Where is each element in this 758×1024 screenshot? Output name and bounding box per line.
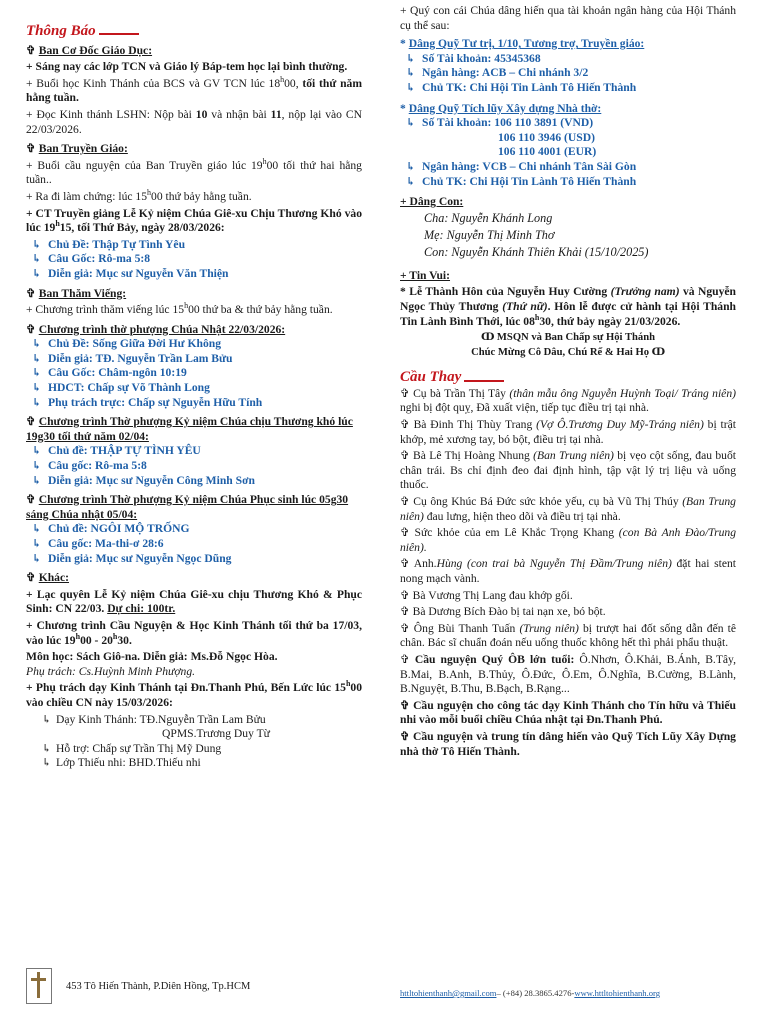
arrow-icon: ↳ — [32, 238, 42, 251]
cross-icon: ✞ — [26, 322, 36, 336]
worship-item: ↳ Diễn giả: TĐ. Nguyễn Trần Lam Bửu — [32, 351, 233, 365]
cross-icon: ✞ — [400, 621, 414, 635]
prayer-item: ✞ Bà Lê Thị Hoàng Nhung (Ban Trung niên) bị vẹo cột sống, đau buốt chân trái. Bs chỉ định đeo đai định hình, tập vật lý trị liệu và uống thuốc. — [400, 449, 736, 492]
arrow-icon: ↳ — [406, 160, 416, 173]
church-logo — [26, 968, 52, 1004]
arrow-icon: ↳ — [406, 52, 416, 65]
arrow-icon: ↳ — [32, 538, 42, 550]
email-link[interactable]: httltohienthanh@gmail.com — [400, 988, 497, 998]
dedication-child: Con: Nguyễn Khánh Thiên Khải (15/10/2025) — [424, 244, 649, 259]
fund-b-item: ↳ Ngân hàng: VCB – Chi nhánh Tân Sài Gòn — [406, 159, 637, 173]
prayer-item: ✞ Anh.Hùng (con trai bà Nguyễn Thị Đầm/Trung niên) đặt hai stent nong mạch vành. — [400, 557, 736, 585]
arrow-icon: ↳ — [32, 267, 42, 280]
other-line-5: + Phụ trách dạy Kinh Thánh tại Đn.Thanh Phú, Bến Lức lúc 15$^h$00 vào chiều CN này 15/03/2026: — [26, 679, 362, 709]
evangelism-line-2: + Ra đi làm chứng: lúc 15$^h$00 thứ bảy hằng tuần. — [26, 188, 252, 203]
arrow-icon: ↳ — [32, 253, 42, 266]
worship-item: ↳ Câu Gốc: Châm-ngôn 10:19 — [32, 366, 187, 380]
passion-item: ↳ Câu gốc: Rô-ma 5:8 — [32, 459, 147, 473]
fund-b-item: ↳ Số Tài khoản: 106 110 3891 (VND) — [406, 116, 594, 130]
cross-icon: ✞ — [400, 526, 415, 540]
dedication-title: + Dâng Con: — [400, 195, 464, 209]
good-news-title: + Tin Vui: — [400, 268, 451, 282]
banner-bar — [464, 380, 504, 382]
fund-a-item: ↳ Ngân hàng: ACB – Chi nhánh 3/2 — [406, 66, 589, 80]
banner-bar — [99, 33, 139, 35]
arrow-icon: ↳ — [32, 552, 42, 565]
arrow-icon: ↳ — [32, 352, 42, 365]
section-visitation-title: ✞ Ban Thăm Viếng: — [26, 286, 127, 300]
arrow-icon: ↳ — [32, 367, 42, 380]
evangelism-item: ↳ Diễn giả: Mục sư Nguyễn Văn Thiện — [32, 266, 229, 280]
easter-item: ↳ Câu gốc: Ma-thi-ơ 28:6 — [32, 537, 164, 550]
other-item: ↳ Hỗ trợ: Chấp sự Trần Thị Mỹ Dung — [42, 741, 222, 755]
cross-icon: ✞ — [26, 571, 36, 585]
education-line-2: + Buổi học Kinh Thánh của BCS và GV TCN lúc 18$^h$00, tối thứ năm hằng tuần. — [26, 74, 362, 105]
prayer-item: ✞ Cầu nguyện và trung tín dâng hiến vào Quỹ Tích Lũy Xây Dựng nhà thờ Tô Hiến Thành. — [400, 729, 736, 758]
donation-intro: + Quý con cái Chúa dâng hiến qua tài khoản ngân hàng của Hội Thánh cụ thể sau: — [400, 4, 736, 32]
fund-b-eur: 106 110 4001 (EUR) — [498, 145, 597, 159]
arrow-icon: ↳ — [406, 175, 416, 188]
fund-a-item: ↳ Chủ TK: Chi Hội Tin Lành Tô Hiến Thành — [406, 80, 637, 94]
cross-icon: ✞ — [26, 43, 36, 57]
right-column — [400, 2, 736, 761]
dedication-father: Cha: Nguyễn Khánh Long — [424, 210, 553, 225]
footer-contact — [400, 988, 660, 998]
arrow-icon: ↳ — [42, 713, 52, 726]
cross-icon: ✞ — [400, 698, 414, 712]
evangelism-line-3: + CT Truyền giảng Lễ Kỷ niệm Chúa Giê-xu Chịu Thương Khó vào lúc 19$^h$15, tối Thứ Bảy, ngày 28/03/2026: — [26, 206, 362, 235]
worship-item: ↳ HDCT: Chấp sự Võ Thành Long — [32, 381, 210, 395]
cross-icon: ✞ — [400, 449, 414, 463]
congrats-line-1: ↀ MSQN và Ban Chấp sự Hội Thánh — [480, 332, 655, 344]
arrow-icon: ↳ — [42, 757, 52, 770]
prayer-item: ✞ Bà Vương Thị Lang đau khớp gối. — [400, 588, 573, 602]
notice-banner: Thông Báo — [26, 24, 362, 39]
cross-icon: ✞ — [400, 605, 413, 619]
fund-a-title: * Dâng Quỹ Tư trị, 1/10, Tương trợ, Truyền giáo: — [400, 37, 645, 51]
arrow-icon: ↳ — [32, 338, 42, 351]
fund-b-title: * Dâng Quỹ Tích lũy Xây dựng Nhà thờ: — [400, 101, 602, 115]
prayer-item: ✞ Cụ bà Trần Thị Tây (thân mẫu ông Nguyễn Huỳnh Toại/ Tráng niên) nghi bị đột quỵ, Đã xuất viện, tiếp tục điều trị tại nhà. — [400, 386, 736, 415]
footer-address: 453 Tô Hiến Thành, P.Diên Hồng, Tp.HCM — [26, 968, 250, 1004]
other-line-4: Phụ trách: Cs.Huỳnh Minh Phượng. — [26, 664, 196, 678]
cross-icon: ✞ — [400, 386, 414, 400]
arrow-icon: ↳ — [406, 81, 416, 94]
section-worship-title: ✞ Chương trình thờ phượng Chúa Nhật 22/03/2026: — [26, 322, 286, 336]
arrow-icon: ↳ — [32, 523, 42, 536]
passion-item: ↳ Diễn giả: Mục sư Nguyễn Công Minh Sơn — [32, 473, 255, 487]
left-column — [26, 24, 362, 771]
cross-icon: ✞ — [400, 495, 414, 509]
cross-icon: ✞ — [400, 557, 414, 571]
prayer-item: ✞ Bà Đinh Thị Thùy Trang (Vợ Ô.Trương Duy Mỹ-Tráng niên) bị trật khớp, mẻ xương tay, bó bột, điều trị tại nhà. — [400, 418, 736, 446]
section-easter-title: ✞ Chương trình Thờ phượng Kỷ niệm Chúa Phục sinh lúc 05g30 sáng Chúa nhật 05/04: — [26, 493, 349, 521]
prayer-item: ✞ Cụ ông Khúc Bá Đức sức khỏe yếu, cụ bà Vũ Thị Thúy (Ban Trung niên) đau lưng, hiện theo dõi và điều trị tại nhà. — [400, 495, 736, 523]
other-line-3: Môn học: Sách Giô-na. Diễn giả: Ms.Đỗ Ngọc Hòa. — [26, 650, 278, 664]
prayer-banner: Cầu Thay — [400, 370, 736, 385]
evangelism-line-1: + Buổi cầu nguyện của Ban Truyền giáo lúc 19$^h$00 tối thứ hai hằng tuần.. — [26, 156, 362, 187]
section-other-title: ✞ Khác: — [26, 571, 69, 585]
section-passion-title: ✞ Chương trình Thờ phượng Kỷ niệm Chúa chịu Thương khó lúc 19g30 tối thứ năm 02/04: — [26, 415, 353, 443]
arrow-icon: ↳ — [406, 117, 416, 130]
dedication-mother: Mẹ: Nguyễn Thị Minh Thơ — [424, 227, 555, 242]
other-item-cont: QPMS.Trương Duy Từ — [162, 727, 270, 741]
arrow-icon: ↳ — [406, 67, 416, 80]
evangelism-item: ↳ Chủ Đề: Thập Tự Tình Yêu — [32, 237, 186, 251]
other-line-2: + Chương trình Cầu Nguyện & Học Kinh Thánh tối thứ ba 17/03, vào lúc 19$^h$00 - 20$^h$30. — [26, 618, 362, 647]
worship-item: ↳ Phụ trách trực: Chấp sự Nguyễn Hữu Tính — [32, 395, 263, 409]
arrow-icon: ↳ — [32, 460, 42, 473]
fund-a-item: ↳ Số Tài khoản: 45345368 — [406, 51, 541, 65]
other-item: ↳ Lớp Thiếu nhi: BHD.Thiếu nhi — [42, 756, 201, 770]
cross-icon: ✞ — [400, 729, 413, 743]
arrow-icon: ↳ — [32, 474, 42, 487]
congrats-line-2: Chúc Mừng Cô Dâu, Chú Rể & Hai Họ ↀ — [471, 346, 665, 358]
fund-b-item: ↳ Chủ TK: Chi Hội Tin Lành Tô Hiến Thành — [406, 174, 637, 188]
arrow-icon: ↳ — [42, 742, 52, 755]
evangelism-item: ↳ Câu Gốc: Rô-ma 5:8 — [32, 252, 151, 266]
section-education-title: ✞ Ban Cơ Đốc Giáo Dục: — [26, 43, 153, 57]
cross-icon: ✞ — [26, 415, 36, 429]
other-line-1: + Lạc quyên Lễ Kỷ niệm Chúa Giê-xu chịu Thương Khó & Phục Sinh: CN 22/03. Dự chi: 100tr. — [26, 587, 362, 616]
arrow-icon: ↳ — [32, 396, 42, 409]
other-item: ↳ Dạy Kinh Thánh: TĐ.Nguyễn Trần Lam Bửu — [42, 712, 266, 726]
cross-icon: ✞ — [400, 652, 415, 666]
prayer-item: ✞ Bà Dương Bích Đào bị tai nạn xe, bó bột. — [400, 605, 606, 619]
easter-item: ↳ Chủ đề: NGÔI MỘ TRỐNG — [32, 522, 190, 536]
phone-text: – (+84) 28.3865.4276- — [496, 988, 575, 998]
easter-item: ↳ Diễn giả: Mục sư Nguyễn Ngọc Dũng — [32, 551, 232, 565]
cross-icon: ✞ — [400, 418, 414, 432]
prayer-item: ✞ Sức khỏe của em Lê Khắc Trọng Khang (con Bà Anh Đào/Trung niên). — [400, 526, 736, 554]
education-line-3: + Đọc Kinh thánh LSHN: Nộp bài 10 và nhận bài 11, nộp lại vào CN 22/03/2026. — [26, 107, 362, 136]
passion-item: ↳ Chủ đề: THẬP TỰ TÌNH YÊU — [32, 444, 201, 458]
wedding-announcement: * Lễ Thành Hôn của Nguyễn Huy Cường (Trưởng nam) và Nguyễn Ngọc Thủy Thương (Thứ nữ). Hôn lễ được cử hành tại Hội Thánh Tin Lành Bình Thới, lúc 08$^h$30, thứ bảy ngày 21/03/2026. — [400, 285, 736, 328]
prayer-item: ✞ Ông Bùi Thanh Tuấn (Trung niên) bị trượt hai đốt sống dẫn đến tê chân. Bác sĩ chuẩn đoán nếu uống thuốc không hết thì phải phẩu thuật. — [400, 621, 736, 650]
section-evangelism-title: ✞ Ban Truyền Giáo: — [26, 142, 128, 156]
cross-icon: ✞ — [26, 142, 36, 156]
education-line-1: + Sáng nay các lớp TCN và Giáo lý Báp-tem học lại bình thường. — [26, 60, 348, 74]
visitation-line: + Chương trình thăm viếng lúc 15$^h$00 thứ ba & thứ bảy hằng tuần. — [26, 301, 333, 317]
worship-item: ↳ Chủ Đề: Sống Giữa Đời Hư Không — [32, 337, 222, 351]
website-link[interactable]: www.httltohienthanh.org — [574, 988, 661, 998]
cross-icon: ✞ — [26, 286, 36, 300]
prayer-item: ✞ Cầu nguyện Quý ÔB lớn tuổi: Ô.Nhơn, Ô.Khải, B.Ánh, B.Tây, B.Mai, B.Anh, B.Thủy, Ô.Đức, Ô.Em, Ô.Nghĩa, B.Cường, B.Lành, B.Nguyệt, B.Thu, B.Bạch, B.Rạng... — [400, 652, 736, 696]
arrow-icon: ↳ — [32, 382, 42, 395]
prayer-item: ✞ Cầu nguyện cho công tác dạy Kinh Thánh cho Tín hữu và Thiếu nhi vào mỗi buổi chiều Chúa nhật tại Đn.Thanh Phú. — [400, 698, 736, 727]
cross-icon: ✞ — [26, 493, 36, 507]
arrow-icon: ↳ — [32, 445, 42, 458]
cross-icon: ✞ — [400, 588, 413, 602]
fund-b-usd: 106 110 3946 (USD) — [498, 130, 595, 144]
